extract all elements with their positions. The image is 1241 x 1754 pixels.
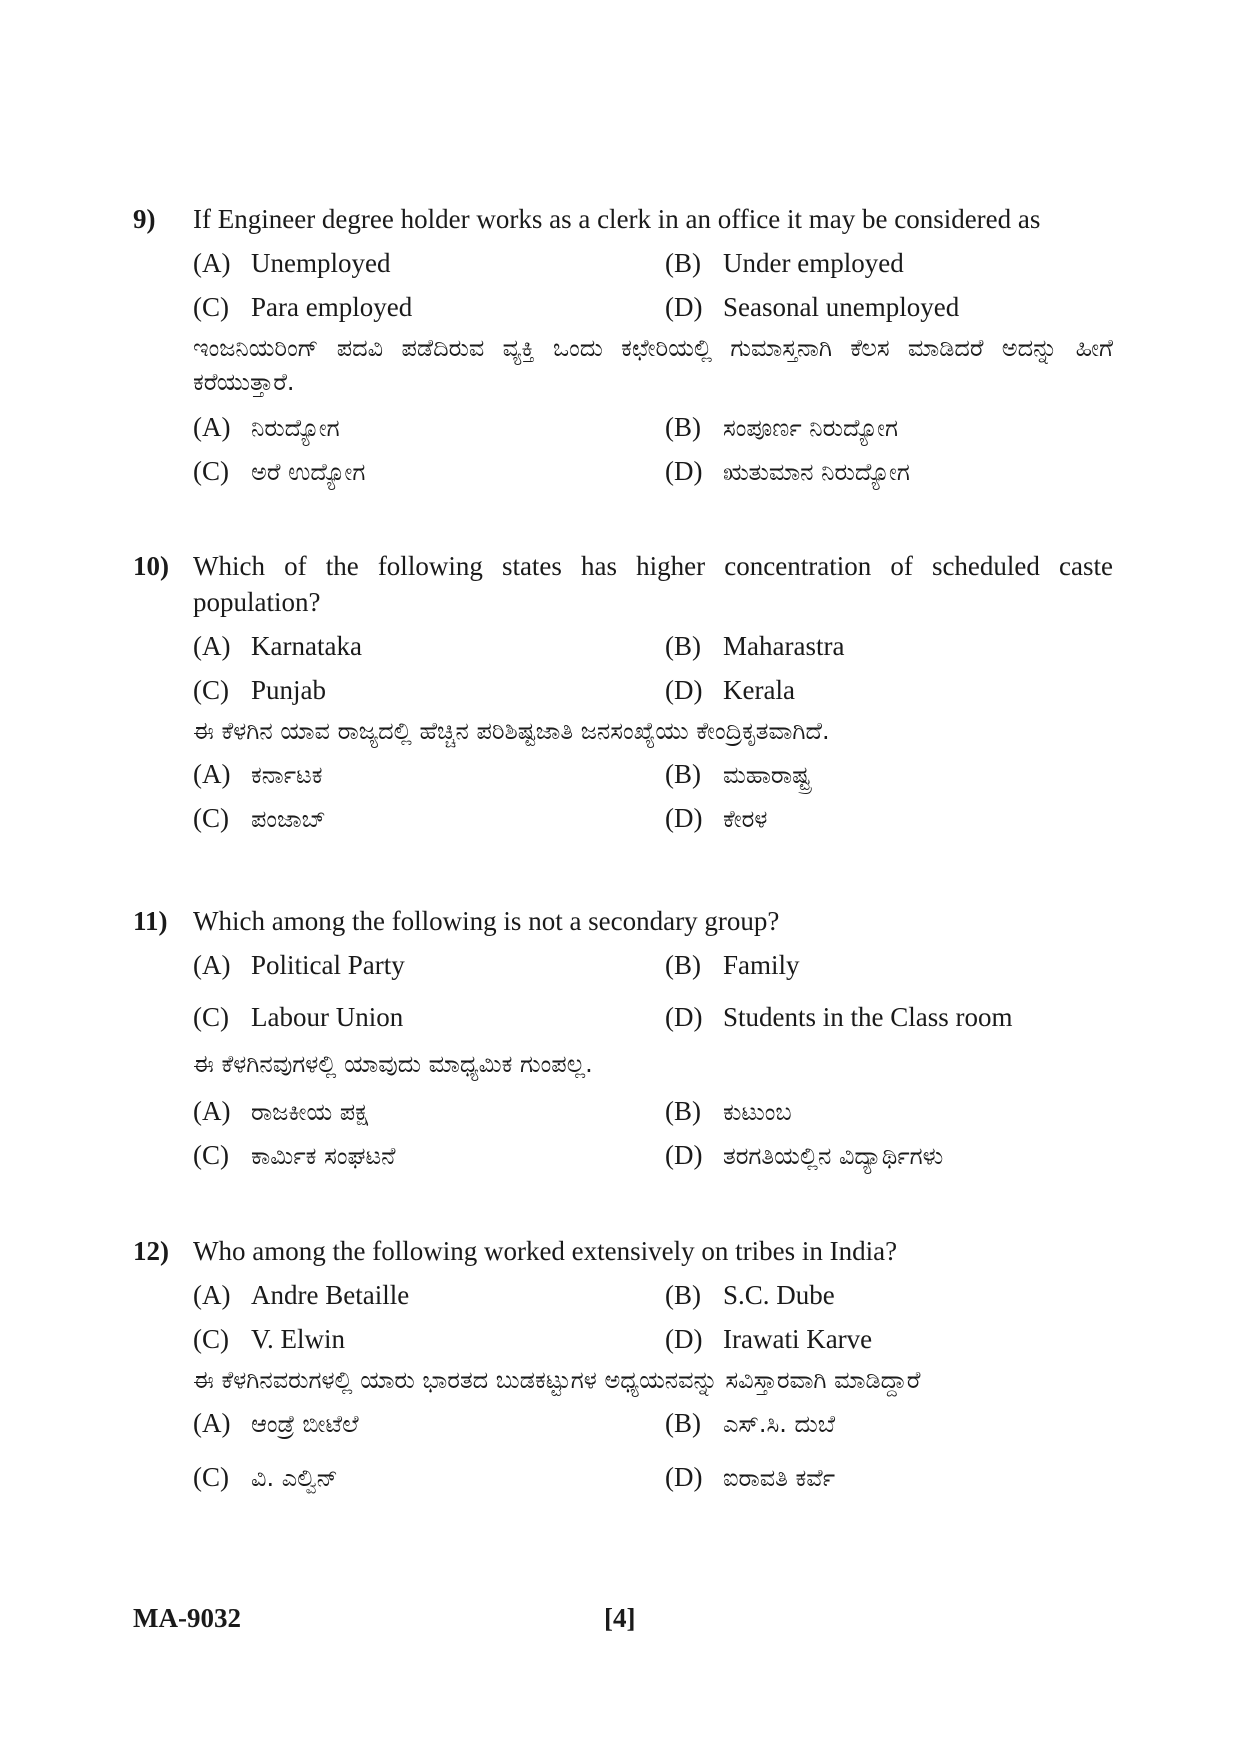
option-d: (D) Kerala [665,675,795,705]
options-kn [193,1401,1113,1499]
options-en [193,624,1113,712]
option-a-kn: (A) ಕರ್ನಾಟಕ [193,759,323,789]
option-d: (D) Seasonal unemployed [665,292,960,322]
option-b-kn: (B) ಮಹಾರಾಷ್ಟ್ರ [665,759,811,789]
question-text-kn: ಈ ಕೆಳಗಿನವರುಗಳಲ್ಲಿ ಯಾರು ಭಾರತದ ಬುಡಕಟ್ಟುಗಳ ಅಧ್ಯಯನವನ್ನು ಸವಿಸ್ತಾರವಾಗಿ ಮಾಡಿದ್ದಾರೆ [193,1366,921,1394]
option-d: (D) Irawati Karve [665,1324,873,1354]
option-b: (B) S.C. Dube [665,1280,835,1310]
option-a-kn: (A) ನಿರುದ್ಯೋಗ [193,412,340,442]
question-number: 10) [133,551,169,581]
option-a-kn: (A) ರಾಜಕೀಯ ಪಕ್ಷ [193,1096,369,1126]
question-11 [133,903,1113,1177]
option-c: (C) V. Elwin [193,1324,346,1354]
option-a: (A) Unemployed [193,248,391,278]
option-b-kn: (B) ಎಸ್.ಸಿ. ದುಬೆ [665,1408,836,1438]
question-text-en: If Engineer degree holder works as a clerk in an office it may be considered as [193,204,1041,234]
question-10 [133,548,1113,840]
question-text-en: Which among the following is not a secondary group? [193,906,780,936]
question-12 [133,1233,1113,1499]
option-c: (C) Para employed [193,292,413,322]
page-number: [4] [604,1603,636,1633]
option-b-kn: (B) ಸಂಪೂರ್ಣ ನಿರುದ್ಯೋಗ [665,412,898,442]
question-text-kn: ಇಂಜನಿಯರಿಂಗ್ ಪದವಿ ಪಡೆದಿರುವ ವ್ಯಕ್ತಿ ಒಂದು ಕಛೇರಿಯಲ್ಲಿ ಗುಮಾಸ್ತನಾಗಿ ಕೆಲಸ ಮಾಡಿದರೆ ಅದನ್ನು ಹೀಗೆ ಕರೆಯುತ್ತಾರೆ. [193,334,1113,396]
question-number: 11) [133,906,168,936]
option-b-kn: (B) ಕುಟುಂಬ [665,1096,792,1126]
options-kn [193,1089,1113,1177]
option-d: (D) Students in the Class room [665,1002,1013,1032]
options-en [193,241,1113,329]
option-d-kn: (D) ಋತುಮಾನ ನಿರುದ್ಯೋಗ [665,456,910,486]
options-kn [193,405,1113,493]
question-text-kn: ಈ ಕೆಳಗಿನ ಯಾವ ರಾಜ್ಯದಲ್ಲಿ ಹೆಚ್ಚಿನ ಪರಿಶಿಷ್ಟಜಾತಿ ಜನಸಂಖ್ಯೆಯು ಕೇಂದ್ರಿಕೃತವಾಗಿದೆ. [193,717,830,745]
question-number: 9) [133,204,156,234]
option-c: (C) Punjab [193,675,327,705]
question-9 [133,201,1113,493]
option-d-kn: (D) ತರಗತಿಯಲ್ಲಿನ ವಿದ್ಯಾರ್ಥಿಗಳು [665,1140,944,1170]
option-a: (A) Karnataka [193,631,362,661]
paper-code: MA-9032 [133,1603,241,1633]
options-en [193,943,1113,1039]
option-b: (B) Family [665,950,800,980]
question-text-en: Who among the following worked extensively on tribes in India? [193,1236,898,1266]
option-c-kn: (C) ಕಾರ್ಮಿಕ ಸಂಘಟನೆ [193,1140,396,1170]
option-d-kn: (D) ಕೇರಳ [665,803,768,833]
option-d-kn: (D) ಐರಾವತಿ ಕರ್ವೆ [665,1462,836,1492]
option-b: (B) Maharastra [665,631,845,661]
question-text-en: Which of the following states has higher concentration of scheduled caste population? [193,551,1113,617]
option-c-kn: (C) ಅರೆ ಉದ್ಯೋಗ [193,456,366,486]
option-a: (A) Andre Betaille [193,1280,410,1310]
question-number: 12) [133,1236,169,1266]
options-en [193,1273,1113,1361]
options-kn [193,752,1113,840]
option-c: (C) Labour Union [193,1002,404,1032]
option-a-kn: (A) ಆಂಡ್ರೆ ಬೀಟೆಲೆ [193,1408,359,1438]
option-b: (B) Under employed [665,248,904,278]
option-c-kn: (C) ಪಂಜಾಬ್ [193,803,326,833]
question-text-kn: ಈ ಕೆಳಗಿನವುಗಳಲ್ಲಿ ಯಾವುದು ಮಾಧ್ಯಮಿಕ ಗುಂಪಲ್ಲ. [193,1050,593,1078]
option-c-kn: (C) ವಿ. ಎಲ್ವಿನ್ [193,1462,338,1492]
option-a: (A) Political Party [193,950,405,980]
